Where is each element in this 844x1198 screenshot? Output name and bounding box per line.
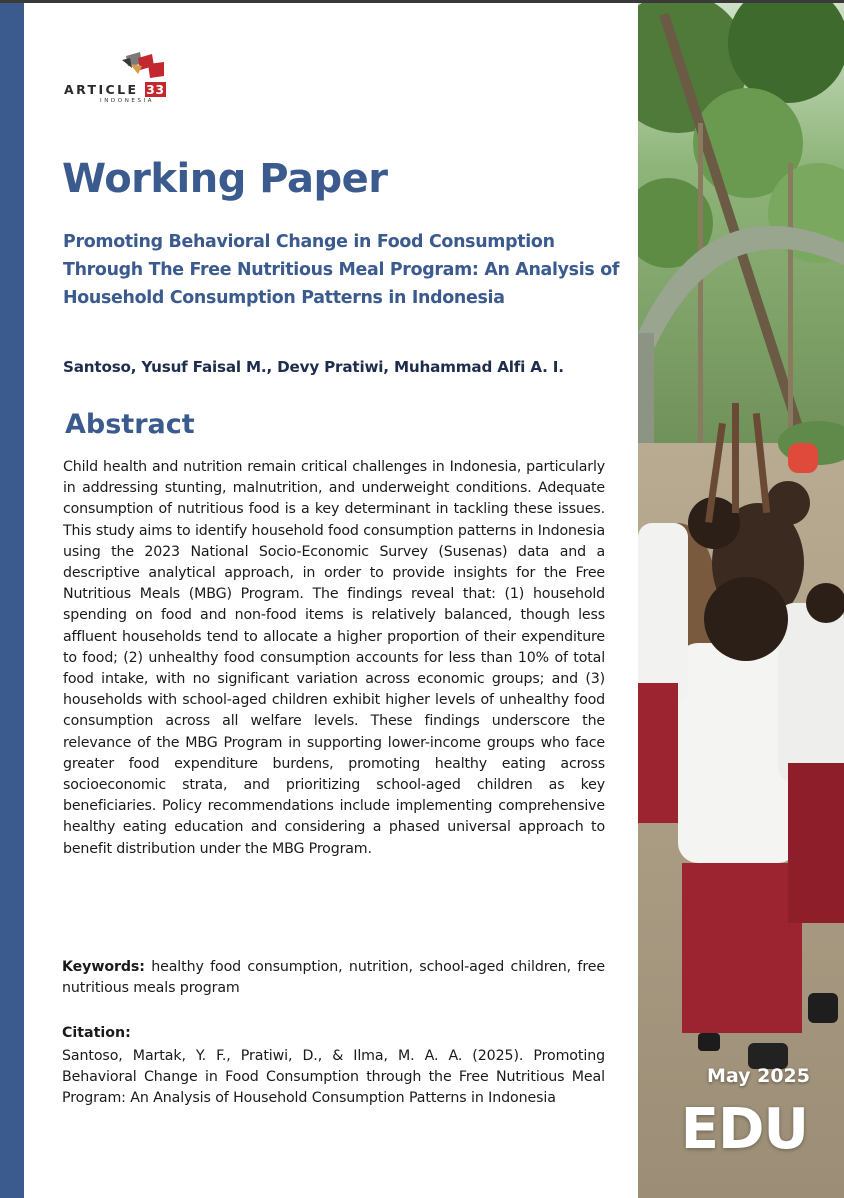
keywords [62, 957, 605, 999]
citation-text: Santoso, Martak, Y. F., Pratiwi, D., & Ilma, M. A. A. (2025). Promoting Behavioral Change in Food Consumption through the Free Nutritious Meal Program: An Analysis of Household Consumption Patterns in Indonesia [62, 1048, 605, 1107]
abstract-body: Child health and nutrition remain critical challenges in Indonesia, particularly in addressing stunting, malnutrition, and underweight conditions. Adequate consumption of nutritious food is a key determinant in tackling these issues. This study aims to identify household food consumption patterns in Indonesia using the 2023 National Socio-Economic Survey (Susenas) data and a descriptive analytical approach, in order to provide insights for the Free Nutritious Meals (MBG) Program. The findings reveal that: (1) household spending on food and non-food items is relatively balanced, though less affluent households tend to allocate a higher proportion of their expenditure to food; (2) unhealthy food consumption accounts for less than 10% of total food intake, with no significant variation across economic groups; and (3) households with school-aged children exhibit higher levels of unhealthy food consumption across all welfare levels. These findings underscore the relevance of the MBG Program in supporting lower-income groups who face greater food expenditure burdens, promoting healthy eating across socioeconomic strata, and prioritizing school-aged children as key beneficiaries. Policy recommendations include implementing comprehensive healthy eating education and considering a phased universal approach to benefit distribution under the MBG Program. [63, 459, 605, 857]
left-accent-bar [0, 3, 24, 1198]
document-type-title: Working Paper [62, 156, 388, 202]
series-label: EDU [680, 1097, 808, 1162]
logo-subtitle: INDONESIA [100, 98, 155, 104]
keywords-label: Keywords: [62, 959, 145, 975]
publication-date: May 2025 [706, 1065, 810, 1087]
article33-logo [64, 50, 184, 110]
cover-photo-illustration [638, 3, 844, 1198]
logo-text [64, 82, 166, 97]
keywords-text: healthy food consumption, nutrition, school-aged children, free nutritious meals program [62, 959, 605, 997]
paper-title: Promoting Behavioral Change in Food Consumption Through The Free Nutritious Meal Program: An Analysis of Household Consumption Patterns in Indonesia [63, 232, 620, 308]
logo-mark-icon [120, 50, 166, 84]
abstract-heading: Abstract [65, 409, 195, 440]
logo-brand-text: ARTICLE [64, 82, 139, 97]
citation-label: Citation: [62, 1025, 131, 1041]
logo-number: 33 [146, 82, 165, 97]
authors: Santoso, Yusuf Faisal M., Devy Pratiwi, Muhammad Alfi A. I. [63, 358, 564, 376]
cover-photo [638, 3, 844, 1198]
